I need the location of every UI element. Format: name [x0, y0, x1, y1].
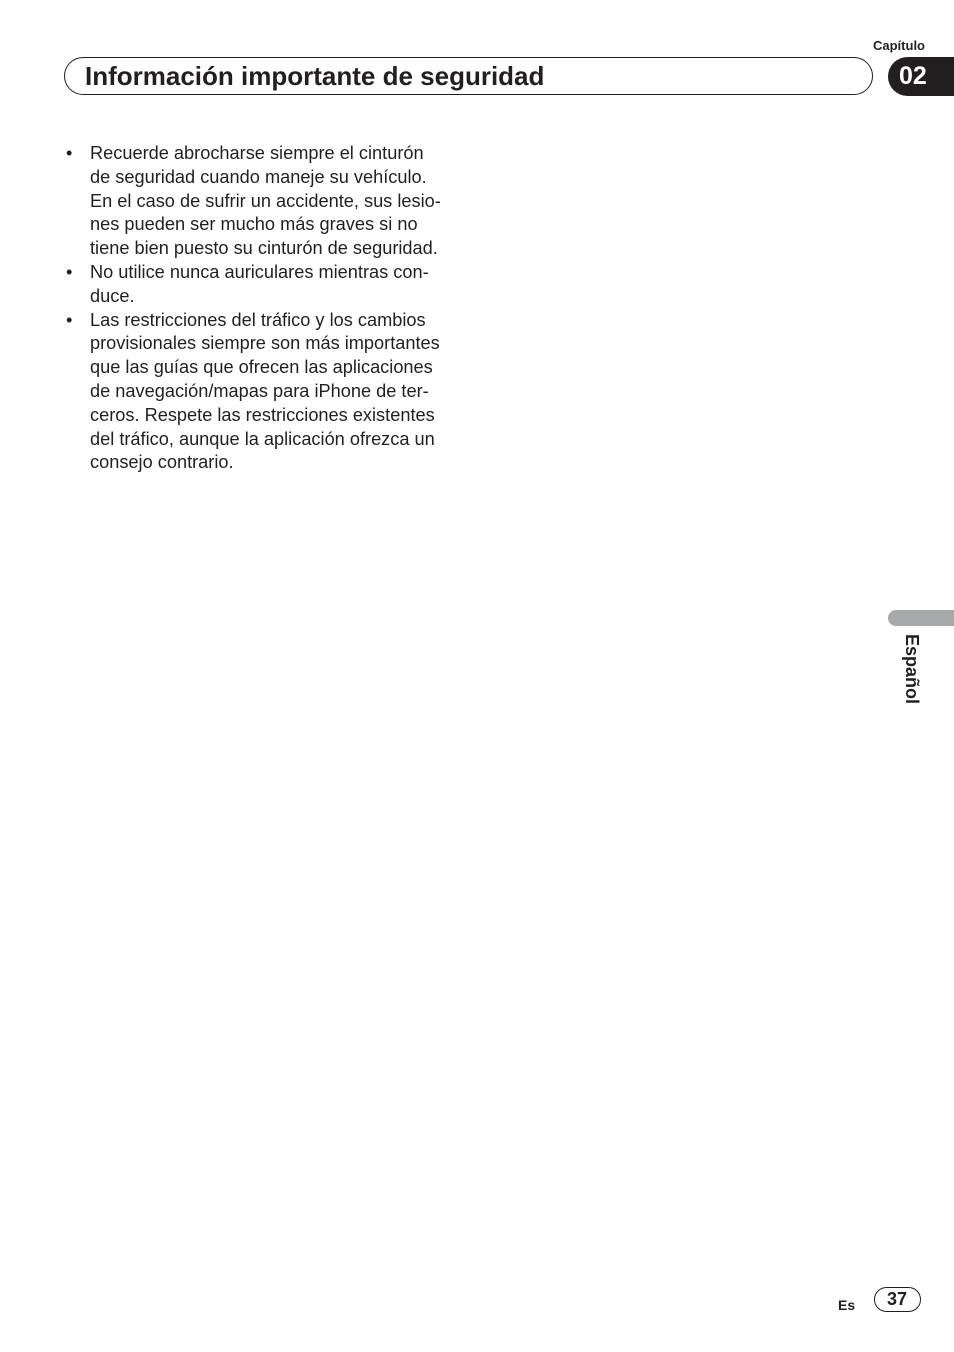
bullet-line: de seguridad cuando maneje su vehículo.: [90, 166, 427, 187]
bullet-item-traffic-restrictions: [64, 309, 464, 476]
bullet-line: En el caso de sufrir un accidente, sus lesio-: [90, 190, 441, 211]
bullet-line: consejo contrario.: [90, 452, 234, 473]
bullet-line: Las restricciones del tráfico y los cambios: [90, 309, 426, 330]
bullet-icon: •: [66, 309, 73, 330]
bullet-line: Recuerde abrocharse siempre el cinturón: [90, 143, 424, 163]
bullet-line: nes pueden ser mucho más graves si no: [90, 214, 418, 235]
title-bar: [64, 57, 873, 95]
bullet-line: duce.: [90, 285, 135, 306]
bullet-icon: •: [66, 261, 73, 282]
safety-bullet-list: [64, 142, 464, 475]
language-label: Español: [902, 634, 922, 705]
bullet-item-headphones: [64, 261, 464, 309]
chapter-tab: [888, 57, 954, 96]
language-label-container: [892, 634, 932, 724]
bullet-line: del tráfico, aunque la aplicación ofrezca un: [90, 428, 435, 449]
page-title: Información importante de seguridad: [85, 61, 545, 91]
bullet-line: tiene bien puesto su cinturón de seguridad.: [90, 238, 438, 259]
bullet-item-seatbelt: [64, 142, 464, 261]
footer-language-code: Es: [838, 1297, 856, 1313]
chapter-number: 02: [899, 62, 927, 90]
bullet-icon: •: [66, 143, 73, 163]
bullet-line: ceros. Respete las restricciones existentes: [90, 404, 435, 425]
bullet-line: provisionales siempre son más importantes: [90, 333, 440, 354]
bullet-line: No utilice nunca auriculares mientras con-: [90, 261, 429, 282]
bullet-line: de navegación/mapas para iPhone de ter-: [90, 380, 429, 401]
bullet-line: que las guías que ofrecen las aplicaciones: [90, 357, 433, 378]
chapter-label: Capítulo: [873, 38, 925, 53]
page-number: 37: [886, 1289, 908, 1309]
language-tab: [888, 610, 954, 626]
page-number-badge: [874, 1287, 921, 1312]
